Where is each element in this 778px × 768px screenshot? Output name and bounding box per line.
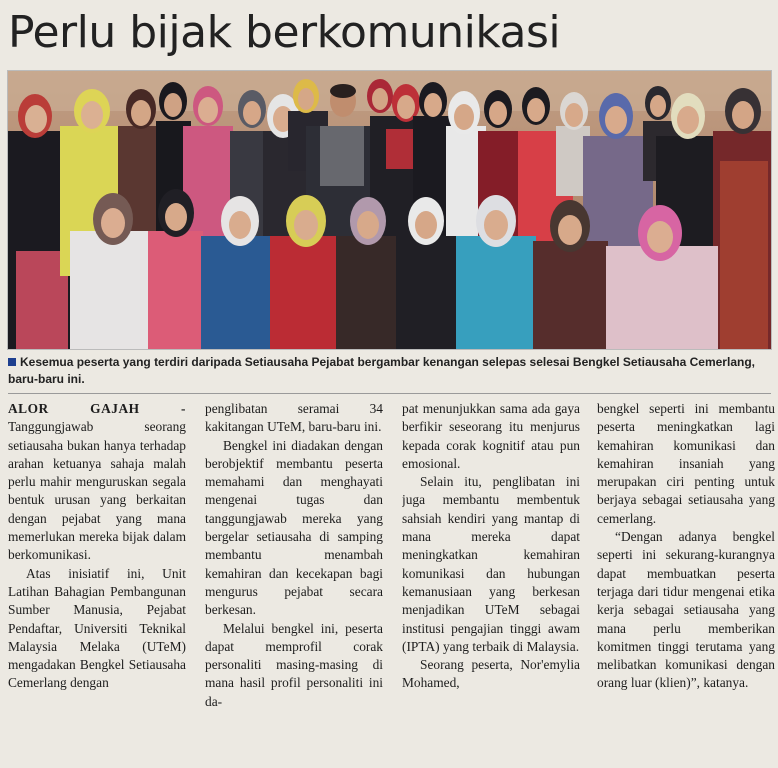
headline: Perlu bijak berkomunikasi <box>8 7 561 58</box>
quote-paragraph: “Dengan adanya bengkel seperti ini sekurang-kurangnya dapat membuatkan peserta terjaga dari tidur mengenai etika kerja sebagai setiausaha yang mana perlu memberikan komitmen tinggi terutama yang melibatkan komunikasi dengan orang luar (klien)”, katanya. <box>597 529 775 691</box>
article-column-4 <box>597 400 775 766</box>
paragraph-text: Tanggungjawab seorang setiausaha bukan hanya terhadap arahan ketuanya sahaja malah perlu mahir menguruskan segala bentuk urusan yang berkaitan dengan pejabat yang mana memerlukan mereka bijak dalam berkomunikasi. <box>8 419 186 563</box>
article-column-1 <box>8 400 186 766</box>
paragraph: bengkel seperti ini membantu peserta meningkatkan lagi kemahiran komunikasi dan kemahiran insaniah yang merupakan ciri penting untuk berjaya sebagai setiausaha yang cemerlang. <box>597 401 775 526</box>
paragraph: Atas inisiatif ini, Unit Latihan Bahagian Pembangunan Sumber Manusia, Pejabat Pendaftar, Universiti Teknikal Malaysia Melaka (UTeM) mengadakan Bengkel Setiausaha Cemerlang dengan <box>8 565 186 691</box>
dateline: ALOR GAJAH - <box>8 401 186 416</box>
group-photo <box>7 70 772 350</box>
paragraph: Seorang peserta, Nor'emylia Mohamed, <box>402 657 580 691</box>
photo-caption <box>8 354 771 390</box>
paragraph: Selain itu, penglibatan ini juga membantu membentuk sahsiah kendiri yang mantap di mana mereka dapat meningkatkan kemahiran komunikasi dan hubungan kemanusiaan yang berkesan menjadikan UTeM sebagai institusi pengajian tinggi awam (IPTA) yang terbaik di Malaysia. <box>402 474 580 654</box>
caption-text: Kesemua peserta yang terdiri daripada Setiausaha Pejabat bergambar kenangan selepas selesai Bengkel Setiausaha Cemerlang, baru-baru ini. <box>8 355 755 386</box>
paragraph: pat menunjukkan sama ada gaya berfikir seseorang itu menjurus kepada corak kognitif atau pun emosional. <box>402 401 580 471</box>
paragraph: Melalui bengkel ini, peserta dapat memprofil corak personaliti masing-masing di mana hasil profil personaliti ini da- <box>205 620 383 709</box>
article-column-3 <box>402 400 580 766</box>
section-divider <box>8 393 771 394</box>
paragraph: penglibatan seramai 34 kakitangan UTeM, baru-baru ini. <box>205 401 383 435</box>
paragraph <box>8 400 186 565</box>
paragraph: Bengkel ini diadakan dengan berobjektif membantu peserta memahami dan menghayati mengenai tugas dan tanggungjawab mereka yang bergelar setiausaha di samping membantu menambah kemahiran dan kecekapan bagi mengurus pejabat secara berkesan. <box>205 437 383 618</box>
article-column-2 <box>205 400 383 766</box>
caption-marker-square <box>8 358 16 366</box>
